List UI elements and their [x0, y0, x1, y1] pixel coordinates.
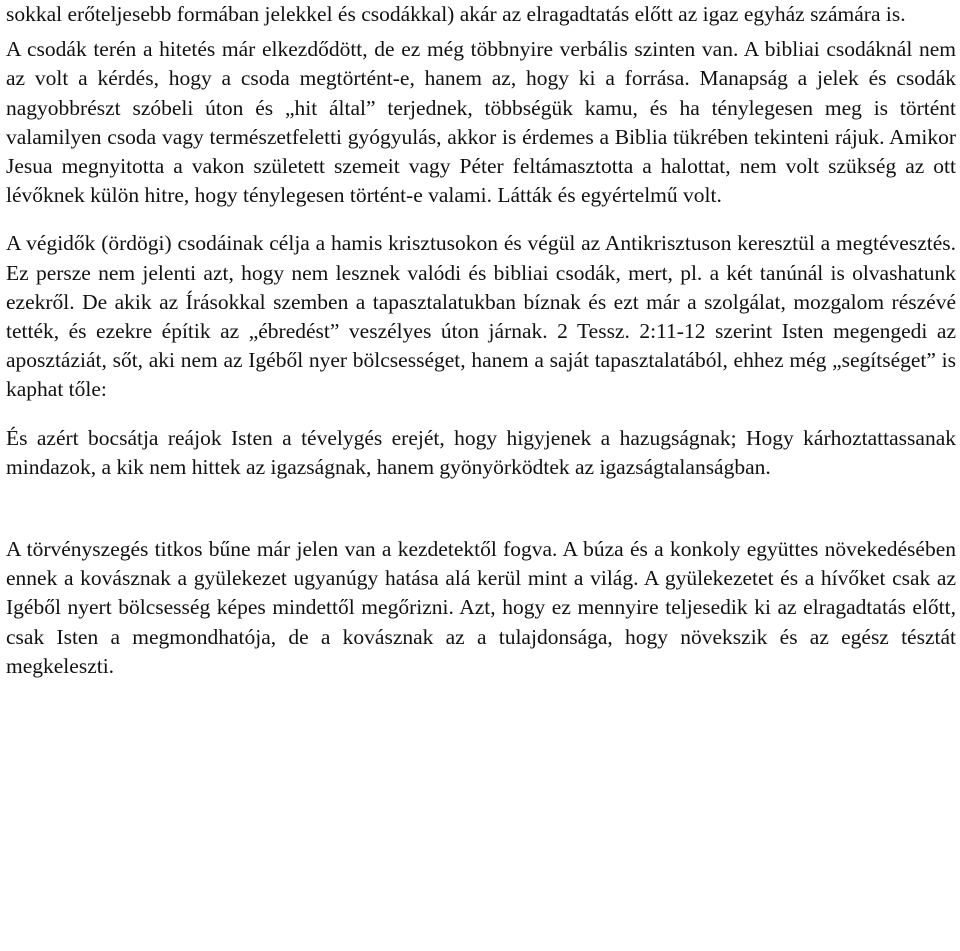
paragraph-5: A törvényszegés titkos bűne már jelen van a kezdetektől fogva. A búza és a konkoly együttes növekedésében ennek a kovásznak a gyülekezet ugyanúgy hatása alá kerül mint a világ. A gyülekezetet és a hívőket csak az Igéből nyert bölcsesség képes mindettől megőrizni. Azt, hogy ez mennyire teljesedik ki az elragadtatás előtt, csak Isten a megmondhatója, de a kovásznak az a tulajdonsága, hogy növekszik és az egész tésztát megkeleszti. [6, 537, 956, 678]
paragraph-4-quote: És azért bocsátja reájok Isten a tévelygés erejét, hogy higyjenek a hazugságnak; Hogy kárhoztattassanak mindazok, a kik nem hittek az igazságnak, hanem gyönyörködtek az igazságtalanságban. [6, 425, 956, 479]
document-page [6, 0, 956, 681]
paragraph-spacer [6, 405, 956, 424]
paragraph-spacer [6, 210, 956, 229]
paragraph-2: A csodák terén a hitetés már elkezdődött, de ez még többnyire verbális szinten van. A bibliai csodáknál nem az volt a kérdés, hogy a csoda megtörtént-e, hanem az, hogy ki a forrása. Manapság a jelek és csodák nagyobbrészt szóbeli úton és „hit által” terjednek, többségük kamu, és ha ténylegesen meg is történt valamilyen csoda vagy természetfeletti gyógyulás, akkor is érdemes a Biblia tükrében tekinteni rájuk. Amikor Jesua megnyitotta a vakon született szemeit vagy Péter feltámasztotta a halottat, nem volt szükség az ott lévőknek külön hitre, hogy ténylegesen történt-e valami. Látták és egyértelmű volt. [6, 37, 956, 208]
paragraph-spacer [6, 482, 956, 535]
paragraph-3: A végidők (ördögi) csodáinak célja a hamis krisztusokon és végül az Antikrisztuson keresztül a megtévesztés. Ez persze nem jelenti azt, hogy nem lesznek valódi és bibliai csodák, mert, pl. a két tanúnál is olvashatunk ezekről. De akik az Írásokkal szemben a tapasztalatukban bíznak és ezt már a szolgálat, mozgalom részévé tették, és ezekre építik az „ébredést” veszélyes úton járnak. 2 Tessz. 2:11-12 szerint Isten megengedi az aposztáziát, sőt, aki nem az Igéből nyer bölcsességet, hanem a saját tapasztalatából, ehhez még „segítséget” is kaphat tőle: [6, 231, 956, 402]
paragraph-1: sokkal erőteljesebb formában jelekkel és csodákkal) akár az elragadtatás előtt az igaz egyház számára is. [6, 2, 906, 26]
